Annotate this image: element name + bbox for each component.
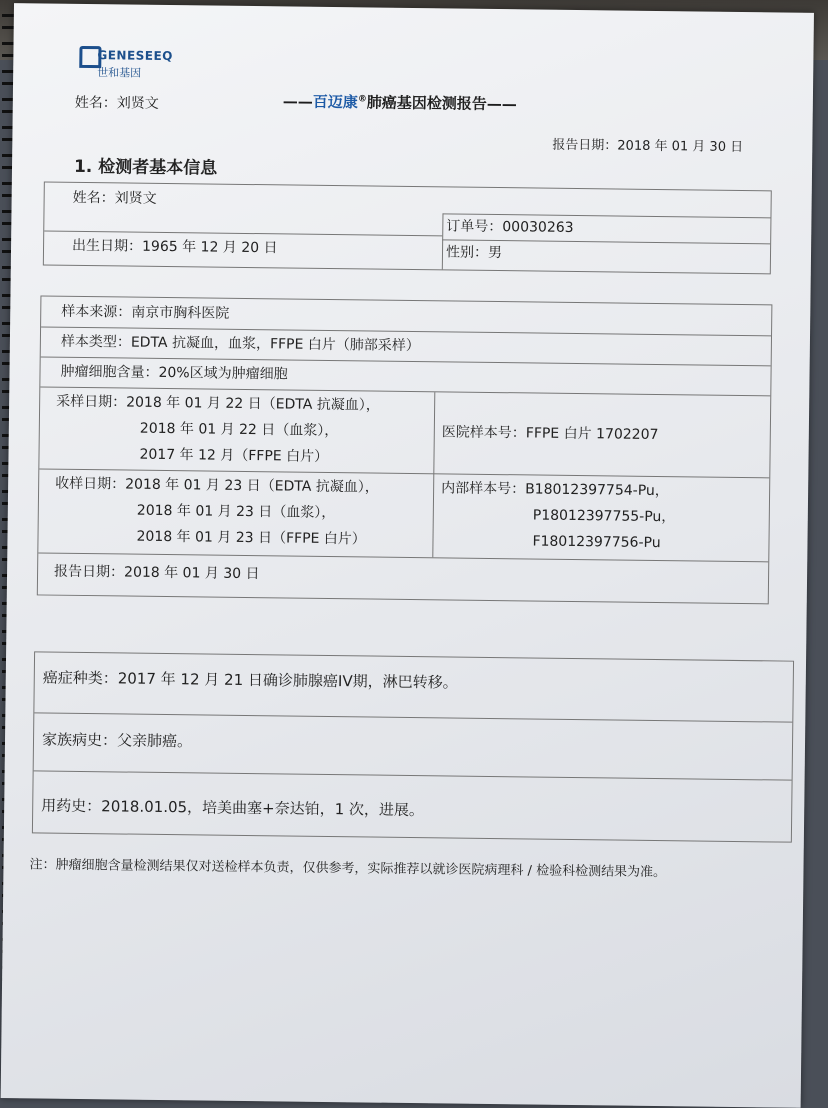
footnote: 注：肿瘤细胞含量检测结果仅对送检样本负责，仅供参考，实际推荐以就诊医院病理科 / 检验科检测结果为准。	[29, 857, 667, 881]
sample-type: 样本类型：EDTA 抗凝血，血浆，FFPE 白片（肺部采样）	[60, 333, 420, 355]
basic-name: 姓名：刘贤文	[72, 189, 157, 207]
header-patient-name: 姓名：刘贤文	[74, 94, 159, 112]
sampling-date-line: 2017 年 12 月（FFPE 白片）	[139, 446, 329, 465]
sample-info-table	[37, 295, 773, 604]
section-title: 1. 检测者基本信息	[73, 156, 218, 179]
hospital-sample-no: 医院样本号：FFPE 白片 1702207	[441, 424, 659, 444]
logo-english: GENESEEQ	[97, 48, 174, 64]
sample-report-date: 报告日期：2018 年 01 月 30 日	[53, 563, 260, 583]
sampling-date-line: 采样日期：2018 年 01 月 22 日（EDTA 抗凝血），	[56, 393, 380, 414]
logo-chinese: 世和基因	[97, 66, 142, 80]
company-logo	[79, 42, 174, 81]
sample-source: 样本来源：南京市胸科医院	[61, 303, 230, 322]
medical-history-table	[32, 651, 794, 842]
medication-history: 用药史：2018.01.05，培美曲塞+奈达铂，1 次，进展。	[41, 796, 425, 820]
basic-sex: 性别：男	[445, 244, 503, 262]
internal-sample-no: 内部样本号：B18012397754-Pu，	[441, 480, 669, 500]
receive-date-line: 2018 年 01 月 23 日（FFPE 白片）	[136, 528, 366, 548]
basic-order-no: 订单号：00030263	[446, 218, 574, 236]
basic-info-table	[43, 181, 772, 274]
family-history: 家族病史：父亲肺癌。	[41, 730, 193, 751]
basic-birth: 出生日期：1965 年 12 月 20 日	[71, 237, 278, 257]
internal-sample-no: P18012397755-Pu，	[532, 507, 676, 526]
header-report-date: 报告日期：2018 年 01 月 30 日	[552, 137, 744, 156]
internal-sample-no: F18012397756-Pu	[532, 533, 661, 552]
report-title: ——百迈康®肺癌基因检测报告——	[282, 92, 517, 114]
receive-date-line: 2018 年 01 月 23 日（血浆），	[136, 502, 336, 522]
receive-date-line: 收样日期：2018 年 01 月 23 日（EDTA 抗凝血），	[55, 475, 379, 496]
brand-name: 百迈康	[312, 92, 358, 112]
sampling-date-line: 2018 年 01 月 22 日（血浆），	[139, 420, 339, 440]
report-page	[1, 3, 814, 1108]
sample-tumor-content: 肿瘤细胞含量：20%区域为肿瘤细胞	[60, 363, 288, 383]
cancer-type: 癌症种类：2017 年 12 月 21 日确诊肺腺癌IV期，淋巴转移。	[42, 668, 458, 692]
